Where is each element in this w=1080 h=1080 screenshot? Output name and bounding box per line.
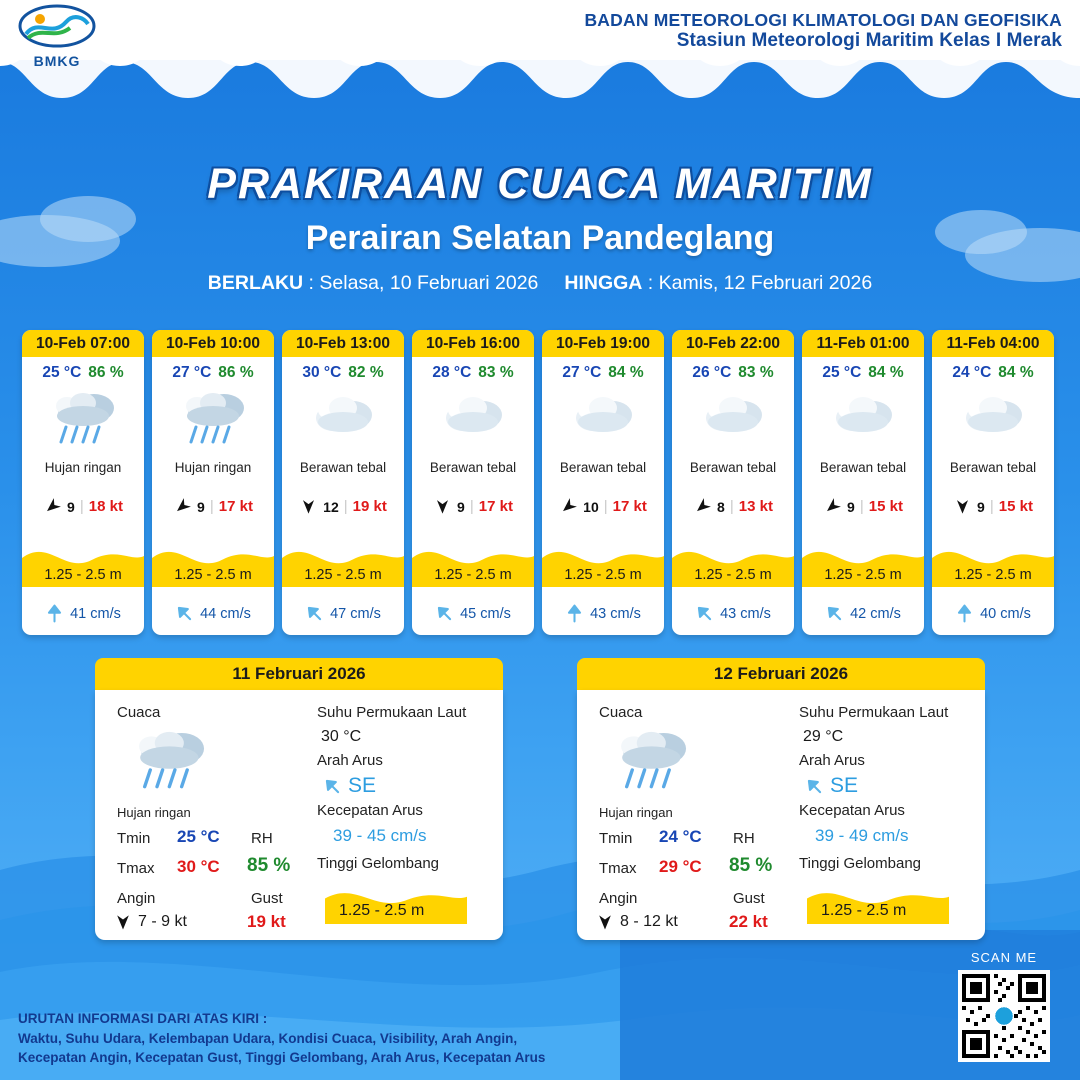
wind-row: 9 | 17 kt xyxy=(152,497,274,516)
weather-icon-wrap xyxy=(22,384,144,458)
current-speed: 43 cm/s xyxy=(590,605,641,622)
current-speed: 40 cm/s xyxy=(980,605,1031,622)
visibility-value: 9 xyxy=(197,498,205,515)
bmkg-logo-text: BMKG xyxy=(33,53,81,69)
current-row xyxy=(282,604,404,623)
wind-row: 10 | 17 kt xyxy=(542,497,664,516)
cloud-icon xyxy=(697,390,769,452)
weather-label: Cuaca xyxy=(117,704,161,721)
wind-speed: 15 kt xyxy=(868,498,903,515)
wind-row: 9 | 18 kt xyxy=(22,497,144,516)
current-direction-arrow-icon xyxy=(821,600,848,627)
legend-line-3: Kecepatan Angin, Kecepatan Gust, Tinggi Gelombang, Arah Arus, Kecepatan Arus xyxy=(18,1050,546,1066)
daily-forecast-list xyxy=(0,658,1080,940)
gust-label: Gust xyxy=(733,890,765,907)
hourly-forecast-list xyxy=(22,330,1058,635)
daily-weather-condition: Hujan ringan xyxy=(599,805,673,820)
current-direction-label: Arah Arus xyxy=(317,752,383,769)
current-speed: 41 cm/s xyxy=(70,605,121,622)
wind-speed: 13 kt xyxy=(738,498,773,515)
current-direction-arrow-icon xyxy=(45,604,64,623)
wind-direction-arrow-icon xyxy=(299,497,318,516)
daily-weather-icon-wrap xyxy=(611,724,692,807)
page-subtitle: Perairan Selatan Pandeglang xyxy=(305,219,775,257)
visibility-value: 9 xyxy=(67,498,75,515)
sst-label: Suhu Permukaan Laut xyxy=(799,704,949,721)
rain-icon xyxy=(611,724,692,802)
current-row xyxy=(412,604,534,623)
current-direction-label: Arah Arus xyxy=(799,752,865,769)
hourly-forecast-card xyxy=(802,330,924,635)
weather-condition: Berawan tebal xyxy=(689,460,777,475)
visibility-value: 9 xyxy=(847,498,855,515)
forecast-time: 10-Feb 10:00 xyxy=(152,330,274,357)
weather-icon-wrap xyxy=(542,384,664,458)
legend-line-2: Waktu, Suhu Udara, Kelembapan Udara, Kondisi Cuaca, Visibility, Arah Angin, xyxy=(18,1030,518,1046)
tmin-label: Tmin xyxy=(599,830,633,847)
rh-value: 85 % xyxy=(729,855,773,876)
daily-weather-condition: Hujan ringan xyxy=(117,805,191,820)
temp-humidity-row xyxy=(22,357,144,382)
wind-row: 12 | 19 kt xyxy=(282,497,404,516)
station-name: Stasiun Meteorologi Maritim Kelas I Merak xyxy=(676,30,1062,52)
temp-humidity-row xyxy=(542,357,664,382)
weather-condition: Berawan tebal xyxy=(949,460,1037,475)
valid-from-label: BERLAKU xyxy=(207,272,304,294)
current-speed-label: Kecepatan Arus xyxy=(799,802,905,819)
wind-direction-arrow-icon xyxy=(433,497,452,516)
temp-humidity-row xyxy=(152,357,274,382)
wind-speed: 18 kt xyxy=(88,498,123,515)
daily-forecast-panel xyxy=(95,658,503,940)
current-speed: 45 cm/s xyxy=(460,605,511,622)
legend-note xyxy=(18,1009,638,1068)
wind-value-row xyxy=(595,912,678,932)
current-row xyxy=(802,604,924,623)
visibility-value: 10 xyxy=(583,498,599,515)
current-speed-value: 39 - 49 cm/s xyxy=(815,826,909,845)
tmax-label: Tmax xyxy=(599,860,637,877)
agency-name: BADAN METEOROLOGI KLIMATOLOGI DAN GEOFISIKA xyxy=(584,9,1062,30)
wind-direction-arrow-icon xyxy=(595,912,615,932)
rain-icon xyxy=(129,724,210,802)
temp-humidity-row xyxy=(802,357,924,382)
legend-line-1: URUTAN INFORMASI DARI ATAS KIRI : xyxy=(18,1011,268,1027)
cloud-icon xyxy=(957,390,1029,452)
tmax-label: Tmax xyxy=(117,860,155,877)
wave-height: 1.25 - 2.5 m xyxy=(824,567,902,583)
forecast-time: 10-Feb 16:00 xyxy=(412,330,534,357)
visibility-value: 9 xyxy=(977,498,985,515)
relative-humidity: 83 % xyxy=(738,364,774,381)
weather-label: Cuaca xyxy=(599,704,643,721)
title-block xyxy=(0,160,1080,295)
current-speed: 42 cm/s xyxy=(850,605,901,622)
wind-direction-arrow-icon xyxy=(689,493,716,520)
wind-label: Angin xyxy=(599,890,638,907)
page-header xyxy=(0,0,1080,62)
weather-icon-wrap xyxy=(282,384,404,458)
wave-height: 1.25 - 2.5 m xyxy=(304,567,382,583)
air-temperature: 27 °C xyxy=(172,364,212,381)
wind-speed: 17 kt xyxy=(218,498,253,515)
temp-humidity-row xyxy=(932,357,1054,382)
relative-humidity: 86 % xyxy=(88,364,124,381)
weather-condition: Berawan tebal xyxy=(429,460,517,475)
temp-humidity-row xyxy=(282,357,404,382)
gust-label: Gust xyxy=(251,890,283,907)
weather-icon-wrap xyxy=(152,384,274,458)
rh-value: 85 % xyxy=(247,855,291,876)
wind-row: 9 | 17 kt xyxy=(412,497,534,516)
forecast-time: 10-Feb 07:00 xyxy=(22,330,144,357)
wave-height-value: 1.25 - 2.5 m xyxy=(339,902,425,919)
tmin-label: Tmin xyxy=(117,830,151,847)
weather-icon-wrap xyxy=(412,384,534,458)
forecast-time: 11-Feb 01:00 xyxy=(802,330,924,357)
tmax-value: 29 °C xyxy=(659,857,702,876)
relative-humidity: 82 % xyxy=(348,364,384,381)
relative-humidity: 84 % xyxy=(998,364,1034,381)
page-title: PRAKIRAAN CUACA MARITIM xyxy=(207,160,873,208)
wind-direction-arrow-icon xyxy=(953,497,972,516)
cloud-icon xyxy=(307,390,379,452)
current-direction-arrow-icon xyxy=(431,600,458,627)
tmax-value: 30 °C xyxy=(177,857,220,876)
weather-condition: Berawan tebal xyxy=(559,460,647,475)
cloud-icon xyxy=(567,390,639,452)
current-row xyxy=(542,604,664,623)
current-direction-arrow-icon xyxy=(301,600,328,627)
bmkg-logo-icon xyxy=(18,4,96,50)
air-temperature: 28 °C xyxy=(432,364,472,381)
visibility-value: 12 xyxy=(323,498,339,515)
current-row xyxy=(22,604,144,623)
daily-weather-icon-wrap xyxy=(129,724,210,807)
wind-speed: 19 kt xyxy=(352,498,387,515)
wave-height: 1.25 - 2.5 m xyxy=(174,567,252,583)
wave-height: 1.25 - 2.5 m xyxy=(44,567,122,583)
current-speed: 43 cm/s xyxy=(720,605,771,622)
wind-direction-arrow-icon xyxy=(819,493,846,520)
hourly-forecast-card xyxy=(542,330,664,635)
weather-icon-wrap xyxy=(672,384,794,458)
current-direction-arrow-icon xyxy=(171,600,198,627)
air-temperature: 25 °C xyxy=(822,364,862,381)
wave-height-label: Tinggi Gelombang xyxy=(317,855,440,872)
relative-humidity: 83 % xyxy=(478,364,514,381)
current-direction-value: SE xyxy=(830,774,859,797)
wave-height: 1.25 - 2.5 m xyxy=(434,567,512,583)
bmkg-logo xyxy=(14,4,100,69)
air-temperature: 24 °C xyxy=(952,364,992,381)
weather-condition: Hujan ringan xyxy=(174,460,252,475)
temp-humidity-row xyxy=(412,357,534,382)
forecast-time: 10-Feb 13:00 xyxy=(282,330,404,357)
wave-height-label: Tinggi Gelombang xyxy=(799,855,922,872)
current-row xyxy=(152,604,274,623)
rh-label: RH xyxy=(251,830,273,847)
hourly-forecast-card xyxy=(672,330,794,635)
visibility-value: 8 xyxy=(717,498,725,515)
hourly-forecast-card xyxy=(282,330,404,635)
forecast-time: 11-Feb 04:00 xyxy=(932,330,1054,357)
air-temperature: 26 °C xyxy=(692,364,732,381)
wind-row: 9 | 15 kt xyxy=(802,497,924,516)
tmin-value: 25 °C xyxy=(177,827,220,846)
air-temperature: 27 °C xyxy=(562,364,602,381)
rh-label: RH xyxy=(733,830,755,847)
current-direction-row xyxy=(805,774,858,798)
sst-label: Suhu Permukaan Laut xyxy=(317,704,467,721)
wind-row: 8 | 13 kt xyxy=(672,497,794,516)
current-direction-arrow-icon xyxy=(319,773,346,800)
current-row xyxy=(672,604,794,623)
wind-direction-arrow-icon xyxy=(169,493,196,520)
forecast-time: 10-Feb 19:00 xyxy=(542,330,664,357)
current-speed: 47 cm/s xyxy=(330,605,381,622)
scan-label: SCAN ME xyxy=(970,950,1038,965)
current-direction-row xyxy=(323,774,376,798)
weather-icon-wrap xyxy=(802,384,924,458)
wave-height-value: 1.25 - 2.5 m xyxy=(821,902,907,919)
hourly-forecast-card xyxy=(932,330,1054,635)
rain-icon xyxy=(177,386,249,456)
scan-block xyxy=(952,950,1056,1062)
qr-code-icon xyxy=(962,974,1046,1058)
visibility-value: 9 xyxy=(457,498,465,515)
hourly-forecast-card xyxy=(22,330,144,635)
current-speed-label: Kecepatan Arus xyxy=(317,802,423,819)
daily-forecast-panel xyxy=(577,658,985,940)
wave-height: 1.25 - 2.5 m xyxy=(694,567,772,583)
air-temperature: 30 °C xyxy=(302,364,342,381)
wind-direction-arrow-icon xyxy=(39,493,66,520)
daily-date: 12 Februari 2026 xyxy=(577,658,985,690)
wind-speed: 17 kt xyxy=(478,498,513,515)
relative-humidity: 86 % xyxy=(218,364,254,381)
wave-height: 1.25 - 2.5 m xyxy=(564,567,642,583)
wind-speed: 17 kt xyxy=(612,498,647,515)
current-speed: 44 cm/s xyxy=(200,605,251,622)
current-direction-value: SE xyxy=(348,774,377,797)
valid-from-value: Selasa, 10 Februari 2026 xyxy=(319,272,539,294)
current-direction-arrow-icon xyxy=(565,604,584,623)
wind-direction-arrow-icon xyxy=(113,912,133,932)
sst-value: 29 °C xyxy=(803,728,844,745)
wind-label: Angin xyxy=(117,890,156,907)
gust-value: 22 kt xyxy=(729,912,768,931)
hourly-forecast-card xyxy=(152,330,274,635)
current-direction-arrow-icon xyxy=(801,773,828,800)
wind-speed: 15 kt xyxy=(998,498,1033,515)
tmin-value: 24 °C xyxy=(659,827,702,846)
weather-condition: Hujan ringan xyxy=(44,460,122,475)
current-direction-arrow-icon xyxy=(691,600,718,627)
current-direction-arrow-icon xyxy=(955,604,974,623)
weather-condition: Berawan tebal xyxy=(819,460,907,475)
weather-condition: Berawan tebal xyxy=(299,460,387,475)
wind-value: 8 - 12 kt xyxy=(620,913,678,930)
wind-value-row xyxy=(113,912,187,932)
wind-direction-arrow-icon xyxy=(555,493,582,520)
forecast-time: 10-Feb 22:00 xyxy=(672,330,794,357)
valid-to-value: Kamis, 12 Februari 2026 xyxy=(658,272,873,294)
hourly-forecast-card xyxy=(412,330,534,635)
validity-period: BERLAKU : Selasa, 10 Februari 2026 HINGGA : Kamis, 12 Februari 2026 xyxy=(207,272,873,294)
wave-height: 1.25 - 2.5 m xyxy=(954,567,1032,583)
cloud-icon xyxy=(437,390,509,452)
temp-humidity-row xyxy=(672,357,794,382)
gust-value: 19 kt xyxy=(247,912,286,931)
cloud-icon xyxy=(827,390,899,452)
valid-to-label: HINGGA xyxy=(564,272,643,294)
air-temperature: 25 °C xyxy=(42,364,82,381)
wind-row: 9 | 15 kt xyxy=(932,497,1054,516)
wind-value: 7 - 9 kt xyxy=(138,913,187,930)
qr-code[interactable] xyxy=(958,970,1050,1062)
daily-date: 11 Februari 2026 xyxy=(95,658,503,690)
rain-icon xyxy=(47,386,119,456)
sst-value: 30 °C xyxy=(321,728,362,745)
current-row xyxy=(932,604,1054,623)
current-speed-value: 39 - 45 cm/s xyxy=(333,826,427,845)
weather-icon-wrap xyxy=(932,384,1054,458)
relative-humidity: 84 % xyxy=(608,364,644,381)
relative-humidity: 84 % xyxy=(868,364,904,381)
